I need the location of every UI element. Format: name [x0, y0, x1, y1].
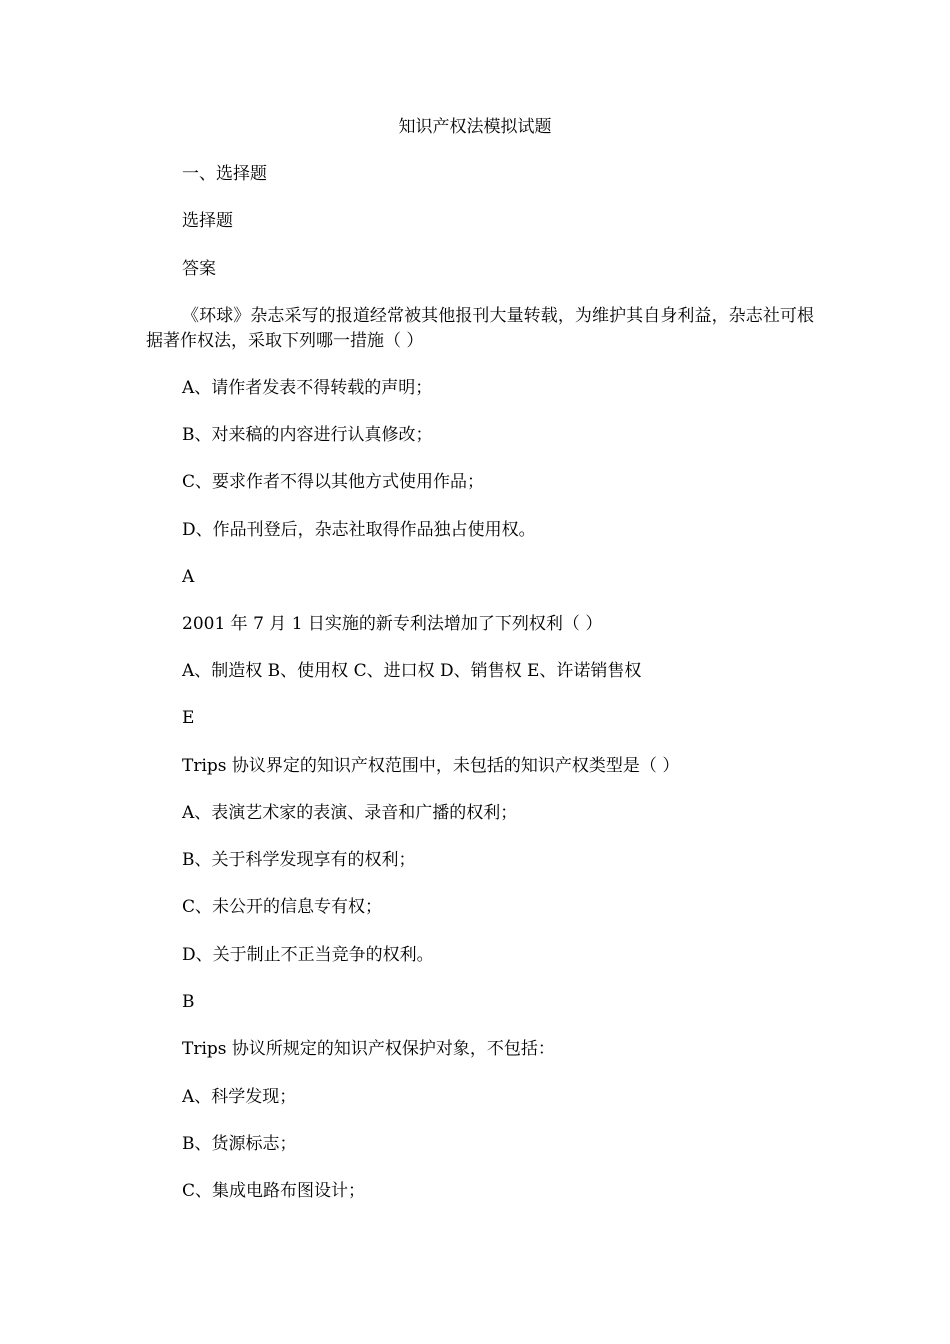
question-3-option-b: B、关于科学发现享有的权利； — [182, 850, 416, 870]
question-1-option-b: B、对来稿的内容进行认真修改； — [182, 425, 433, 445]
question-2-text: 2001 年 7 月 1 日实施的新专利法增加了下列权利（ ） — [182, 614, 603, 634]
question-1-answer: A — [182, 567, 195, 587]
question-3-option-c: C、未公开的信息专有权； — [182, 897, 383, 917]
question-2-answer: E — [182, 708, 195, 728]
question-1-option-d: D、作品刊登后，杂志社取得作品独占使用权。 — [182, 520, 536, 540]
question-3-option-a: A、表演艺术家的表演、录音和广播的权利； — [182, 803, 518, 823]
question-1-text: 《环球》杂志采写的报道经常被其他报刊大量转载，为维护其自身利益，杂志社可根据著作权法，采取下列哪一措施（ ） — [146, 306, 814, 351]
document-title: 知识产权法模拟试题 — [398, 117, 552, 137]
column-question-label: 选择题 — [182, 211, 233, 231]
question-1-option-a: A、请作者发表不得转载的声明； — [182, 378, 433, 398]
question-4-option-c: C、集成电路布图设计； — [182, 1181, 366, 1201]
question-4-option-b: B、货源标志； — [182, 1134, 297, 1154]
question-1-option-c: C、要求作者不得以其他方式使用作品； — [182, 472, 485, 492]
question-2-options: A、制造权 B、使用权 C、进口权 D、销售权 E、许诺销售权 — [182, 661, 642, 681]
question-3-text: Trips 协议界定的知识产权范围中，未包括的知识产权类型是（ ） — [182, 756, 680, 776]
section-heading: 一、选择题 — [182, 164, 267, 184]
column-answer-label: 答案 — [182, 259, 216, 279]
question-4-option-a: A、科学发现； — [182, 1087, 297, 1107]
question-4-text: Trips 协议所规定的知识产权保护对象，不包括： — [182, 1039, 555, 1059]
question-3-answer: B — [182, 992, 195, 1012]
question-3-option-d: D、关于制止不正当竞争的权利。 — [182, 945, 434, 965]
